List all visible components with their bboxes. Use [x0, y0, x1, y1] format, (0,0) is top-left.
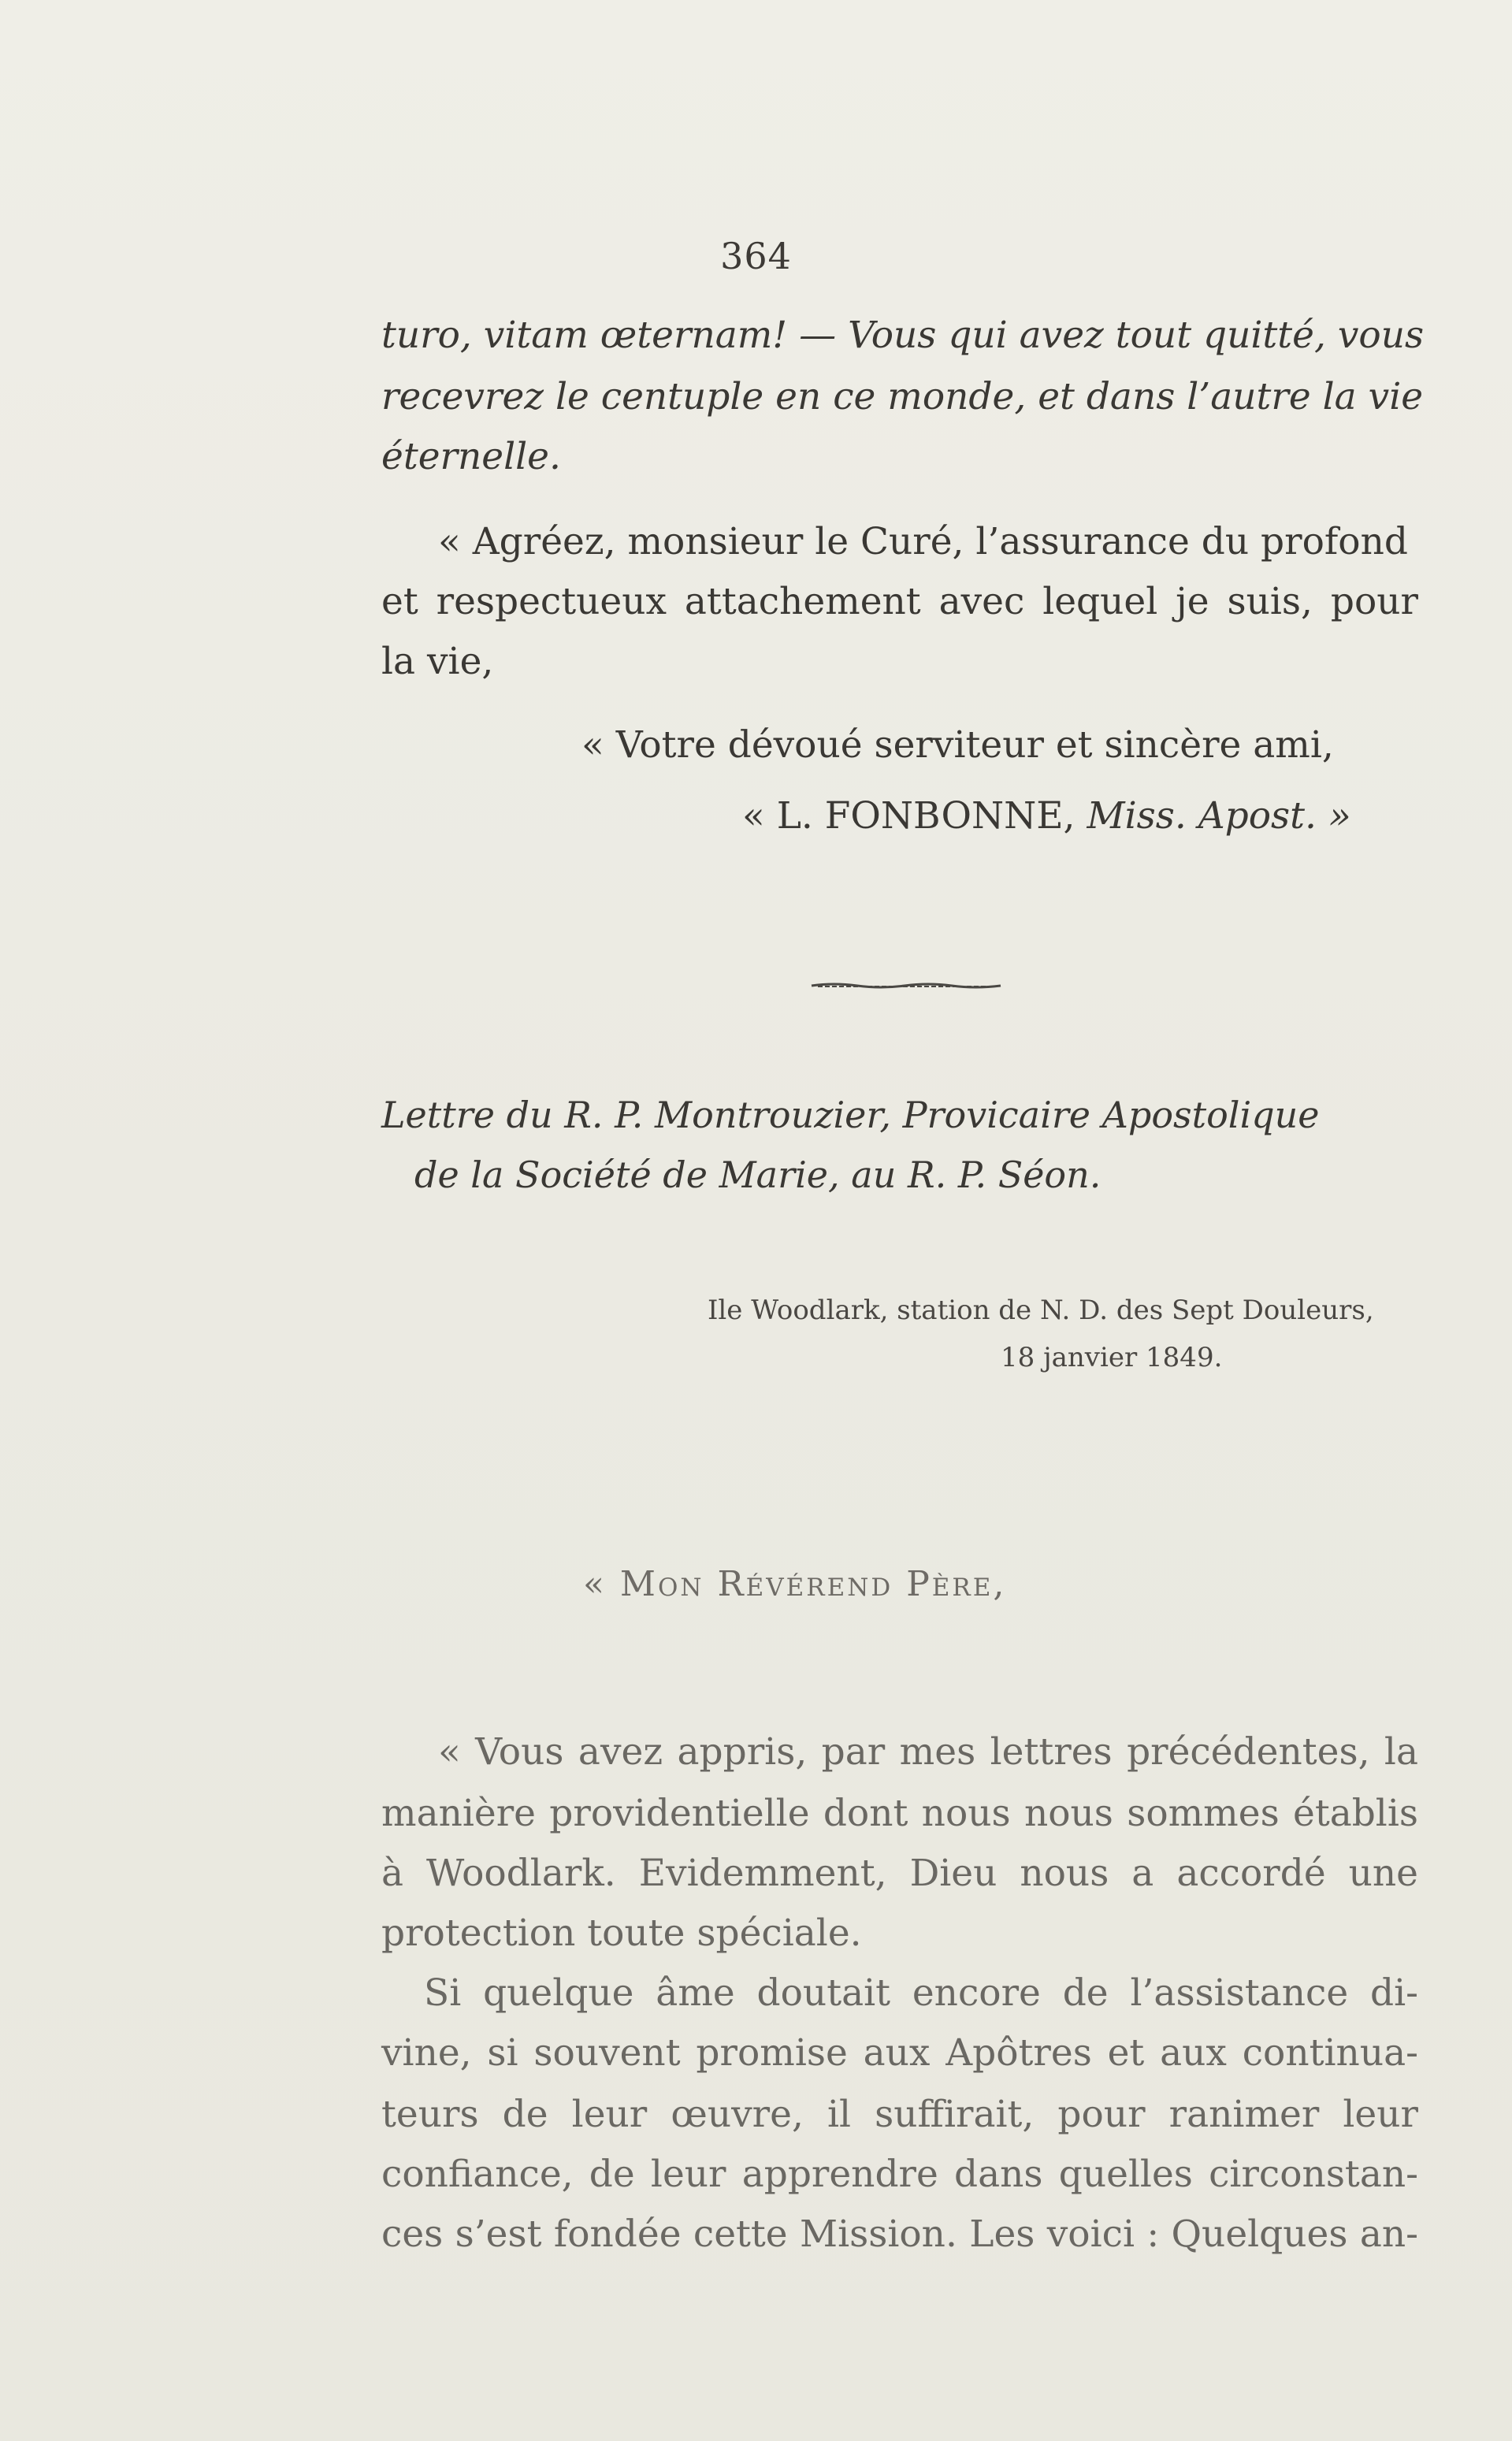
signature-name: « L. FONBONNE,	[742, 794, 1075, 838]
body-line-3: à Woodlark. Evidemment, Dieu nous a accordé une	[381, 1852, 1418, 1895]
ornament-divider	[810, 982, 1002, 990]
body-line-5: Si quelque âme doutait encore de l’assistance di-	[424, 1971, 1418, 2015]
body-line-7: teurs de leur œuvre, il suffirait, pour ranimer leur	[381, 2093, 1418, 2136]
dateline-place: Ile Woodlark, station de N. D. des Sept Douleurs,	[708, 1295, 1374, 1326]
closing-line-3: la vie,	[381, 640, 494, 683]
quote-line-2: recevrez le centuple en ce monde, et dans l’autre la vie	[381, 375, 1424, 418]
letter-heading-line-1: Lettre du R. P. Montrouzier, Provicaire Apostolique	[381, 1094, 1320, 1136]
salutation: « Mon Révérend Père,	[583, 1564, 1007, 1604]
body-line-8: confiance, de leur apprendre dans quelles circonstan-	[381, 2153, 1418, 2196]
closing-line-2: et respectueux attachement avec lequel je suis, pour	[381, 580, 1418, 623]
body-line-6: vine, si souvent promise aux Apôtres et aux continua-	[381, 2031, 1418, 2075]
valediction: « Votre dévoué serviteur et sincère ami,	[581, 723, 1334, 767]
signature-title: Miss. Apost. »	[1087, 794, 1351, 838]
body-line-1: « Vous avez appris, par mes lettres précédentes, la	[438, 1730, 1418, 1774]
body-line-4: protection toute spéciale.	[381, 1912, 862, 1955]
page-number: 364	[720, 235, 792, 277]
closing-line-1: « Agréez, monsieur le Curé, l’assurance du profond	[438, 520, 1408, 563]
quote-line-1: turo, vitam œternam! — Vous qui avez tout quitté, vous	[381, 314, 1425, 357]
signature-line	[742, 794, 1351, 838]
body-line-2: manière providentielle dont nous nous sommes établis	[381, 1792, 1418, 1835]
body-line-9: ces s’est fondée cette Mission. Les voici : Quelques an-	[381, 2213, 1418, 2256]
dateline-date: 18 janvier 1849.	[1001, 1342, 1223, 1373]
letter-heading-line-2: de la Société de Marie, au R. P. Séon.	[414, 1154, 1101, 1196]
quote-line-3: éternelle.	[381, 435, 561, 478]
